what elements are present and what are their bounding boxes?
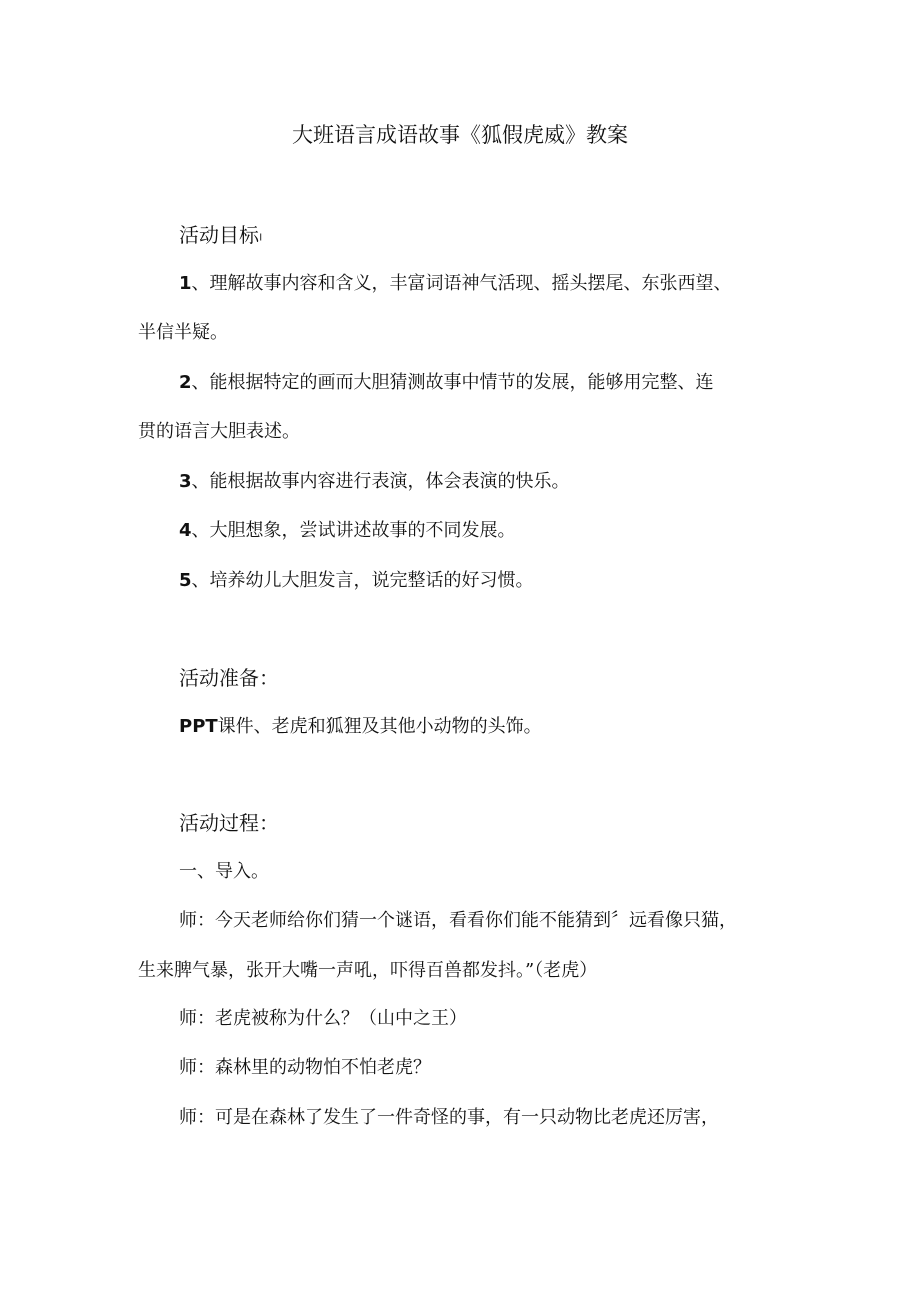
goal-item-2-continued: 贯的语言大胆表述。 <box>138 421 300 442</box>
goal-item-1-continued: 半信半疑。 <box>138 322 228 343</box>
goal-text: 、能根据故事内容进行表演，体会表演的快乐。 <box>191 471 570 492</box>
process-paragraph-4: 师：可是在森林了发生了一件奇怪的事，有一只动物比老虎还厉害， <box>179 1107 719 1128</box>
goal-number: 1 <box>179 273 192 294</box>
goal-item-5 <box>179 566 839 592</box>
document-title: 大班语言成语故事《狐假虎威》教案 <box>292 123 628 147</box>
process-paragraph-1: 师：今天老师给你们猜一个谜语，看看你们能不能猜到〞远看像只猫， <box>179 910 737 931</box>
process-paragraph-1-continued: 生来脾气暴，张开大嘴一声吼，吓得百兽都发抖。”（老虎） <box>138 960 598 981</box>
goal-text: 、能根据特定的画而大胆猜测故事中情节的发展，能够用完整、连 <box>191 372 714 393</box>
goal-number: 3 <box>179 471 192 492</box>
prep-materials: 课件、老虎和狐狸及其他小动物的头饰。 <box>217 716 542 737</box>
goal-text: 、大胆想象，尝试讲述故事的不同发展。 <box>191 520 516 541</box>
process-heading: 活动过程： <box>179 811 279 835</box>
goal-number: 5 <box>179 570 192 591</box>
goal-item-4 <box>179 516 839 542</box>
goal-text: 、理解故事内容和含义，丰富词语神气活现、摇头摆尾、东张西望、 <box>191 273 732 294</box>
goal-item-2 <box>179 368 839 394</box>
process-paragraph-2: 师：老虎被称为什么？（山中之王） <box>179 1008 467 1029</box>
goal-item-3 <box>179 467 839 493</box>
text-cursor-mark: ı <box>259 229 263 244</box>
goal-text: 、培养幼儿大胆发言，说完整话的好习惯。 <box>191 570 534 591</box>
process-intro: 一、导入。 <box>179 861 269 882</box>
goal-number: 2 <box>179 372 192 393</box>
goal-number: 4 <box>179 520 192 541</box>
prep-heading: 活动准备： <box>179 666 279 690</box>
goal-item-1 <box>179 269 839 295</box>
process-paragraph-3: 师：森林里的动物怕不怕老虎？ <box>179 1057 431 1078</box>
prep-ppt-label: PPT <box>179 716 218 737</box>
goals-heading-text: 活动目标 <box>179 223 259 247</box>
prep-text <box>179 712 839 738</box>
goals-heading <box>179 219 262 248</box>
